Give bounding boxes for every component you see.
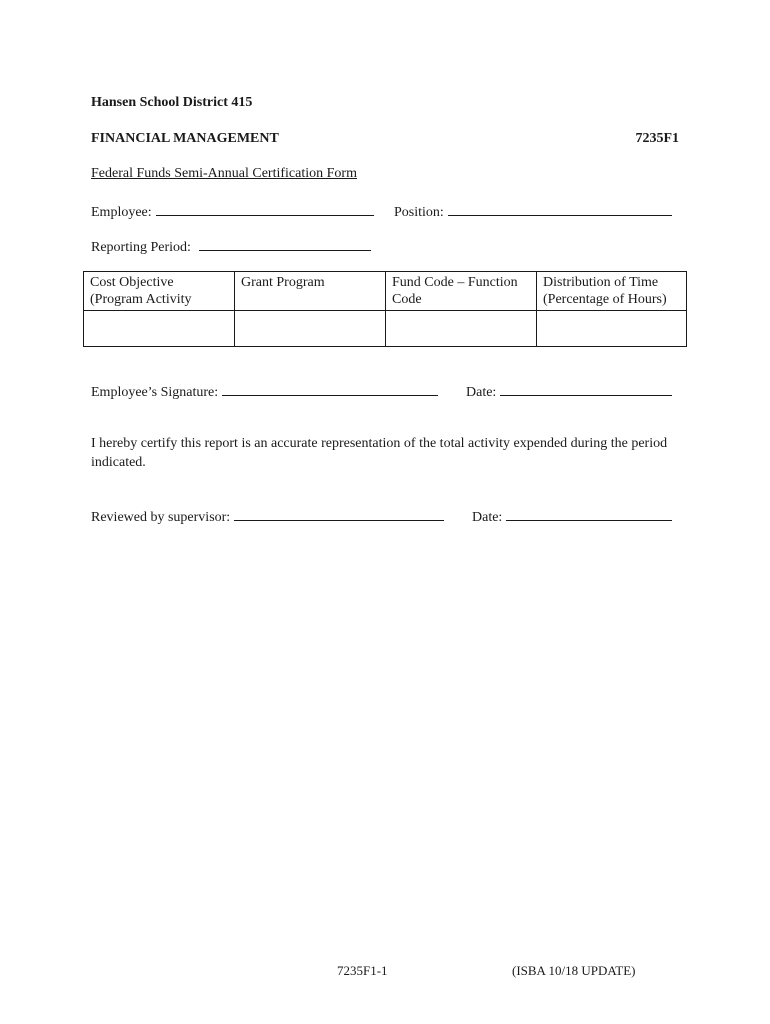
review-date-line[interactable] <box>506 507 672 521</box>
cell-grant-program[interactable] <box>235 311 386 347</box>
form-title: Federal Funds Semi-Annual Certification Form <box>91 166 357 181</box>
supervisor-review-label: Reviewed by supervisor: <box>91 510 231 525</box>
cell-fund-code[interactable] <box>386 311 537 347</box>
table-row <box>84 311 687 347</box>
reporting-period-label: Reporting Period: <box>91 240 191 255</box>
cell-cost-objective[interactable] <box>84 311 235 347</box>
position-label: Position: <box>394 205 444 220</box>
column-header-distribution-of-time: Distribution of Time (Percentage of Hours) <box>537 272 687 311</box>
reporting-period-field[interactable] <box>91 237 371 256</box>
supervisor-review-field[interactable] <box>91 507 444 526</box>
column-header-grant-program: Grant Program <box>235 272 386 311</box>
update-note: (ISBA 10/18 UPDATE) <box>512 963 636 978</box>
signature-date-line[interactable] <box>500 382 672 396</box>
review-date-label: Date: <box>472 510 503 525</box>
employee-signature-field[interactable] <box>91 382 438 401</box>
employee-signature-line[interactable] <box>222 382 438 396</box>
section-title: FINANCIAL MANAGEMENT <box>91 131 279 146</box>
position-field[interactable] <box>394 202 672 221</box>
review-date-field[interactable] <box>472 507 672 526</box>
position-input-line[interactable] <box>448 202 672 216</box>
table-header-row <box>84 272 687 311</box>
employee-field[interactable] <box>91 202 374 221</box>
signature-date-field[interactable] <box>466 382 672 401</box>
page-number: 7235F1-1 <box>337 963 388 978</box>
employee-input-line[interactable] <box>156 202 374 216</box>
signature-date-label: Date: <box>466 385 497 400</box>
column-header-cost-objective: Cost Objective (Program Activity <box>84 272 235 311</box>
district-name: Hansen School District 415 <box>91 95 253 110</box>
employee-label: Employee: <box>91 205 152 220</box>
policy-code: 7235F1 <box>635 131 679 146</box>
column-header-fund-code: Fund Code – Function Code <box>386 272 537 311</box>
supervisor-signature-line[interactable] <box>234 507 444 521</box>
certification-statement: I hereby certify this report is an accurate representation of the total activity expended during the period indicated. <box>91 436 668 470</box>
time-distribution-table <box>83 271 687 347</box>
cell-distribution-of-time[interactable] <box>537 311 687 347</box>
reporting-period-input-line[interactable] <box>199 237 371 251</box>
employee-signature-label: Employee’s Signature: <box>91 385 219 400</box>
